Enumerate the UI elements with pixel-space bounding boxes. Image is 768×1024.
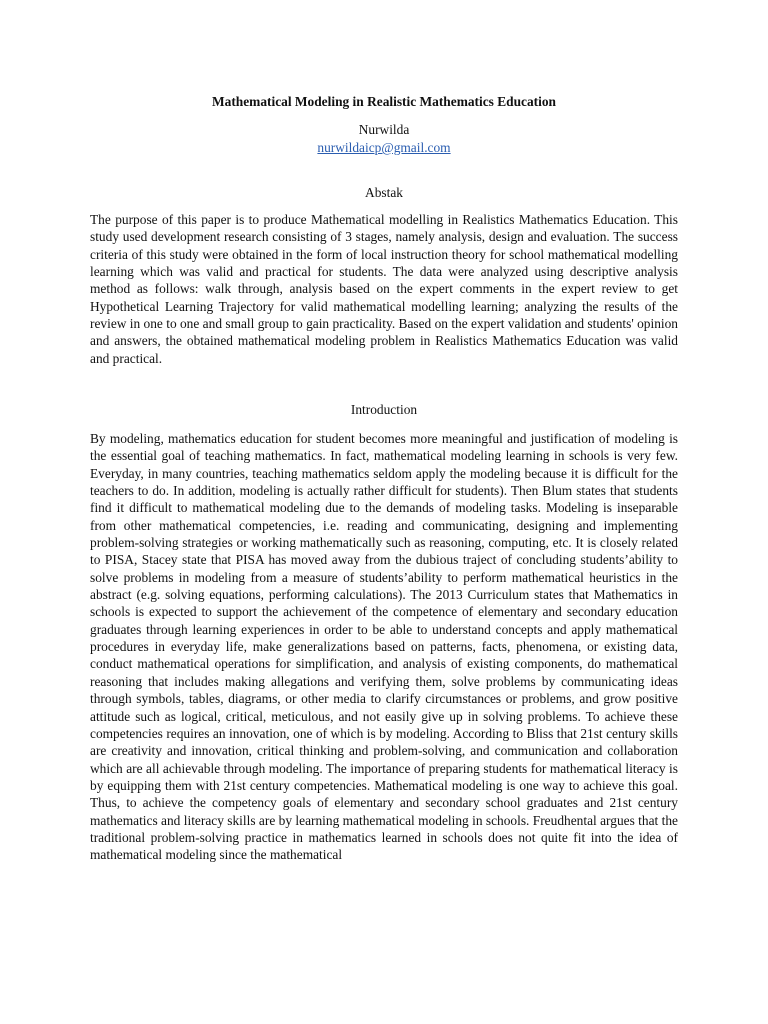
- author-name: Nurwilda: [358, 122, 410, 137]
- introduction-paragraph: By modeling, mathematics education for student becomes more meaningful and justification of modeling is the essential goal of teaching mathematics. In fact, mathematical modeling learning in schools is very few. Everyday, in many countries, teaching mathematics seldom apply the modeling because it is difficult for the teachers to do. In addition, modeling is actually rather difficult for students). Then Blum states that students find it difficult to mathematical modeling due to the demands of modeling tasks. Modeling is inseparable from other mathematical competencies, i.e. reading and communicating, designing and implementing problem-solving strategies or working mathematically such as reasoning, computing, etc. It is closely related to PISA, Stacey state that PISA has moved away from the dubious traject of concluding students’ability to solve problems in modeling from a measure of students’ability to perform mathematical heuristics in the abstract (e.g. solving equations, performing calculations). The 2013 Curriculum states that Mathematics in schools is expected to support the achievement of the competence of elementary and secondary education graduates through learning experiences in order to be able to understand concepts and apply mathematical procedures in everyday life, make generalizations based on patterns, facts, phenomena, or existing data, conduct mathematical operations for simplification, and analysis of existing components, do mathematical reasoning that includes making allegations and verifying them, solve problems by communicating ideas through symbols, tables, diagrams, or other media to clarify circumstances or problems, and grow positive attitude such as logical, critical, meticulous, and not easily give up in solving problems. To achieve these competencies requires an innovation, one of which is by modeling. According to Bliss that 21st century skills are creativity and innovation, critical thinking and problem-solving, and communication and collaboration which are all achievable through modeling. The importance of preparing students for mathematical literacy is by equipping them with 21st century competencies. Mathematical modeling is one way to achieve this goal. Thus, to achieve the competency goals of elementary and secondary school graduates and 21st century mathematics and literacy skills are by learning mathematical modeling in schools. Freudhental argues that the traditional problem-solving practice in mathematics learned in schools does not quite fit into the idea of mathematical modeling since the mathematical: [90, 431, 678, 863]
- abstract-heading: Abstak: [365, 185, 403, 200]
- introduction-heading: Introduction: [350, 402, 418, 417]
- abstract-paragraph: The purpose of this paper is to produce Mathematical modelling in Realistics Mathematics Education. This study used development research consisting of 3 stages, namely analysis, design and evaluation. The success criteria of this study were obtained in the form of local instruction theory for school mathematical modelling learning which was valid and practical for students. The data were analyzed using descriptive analysis method as follows: walk through, analysis based on the expert comments in the expert review to get Hypothetical Learning Trajectory for valid mathematical modelling learning; analyzing the results of the review in one to one and small group to gain practicality. Based on the expert validation and students' opinion and answers, the obtained mathematical modeling problem in Realistics Mathematics Education was valid and practical.: [90, 212, 678, 366]
- paper-title: Mathematical Modeling in Realistic Mathematics Education: [211, 94, 557, 109]
- author-email-link[interactable]: nurwildaicp@gmail.com: [317, 140, 451, 155]
